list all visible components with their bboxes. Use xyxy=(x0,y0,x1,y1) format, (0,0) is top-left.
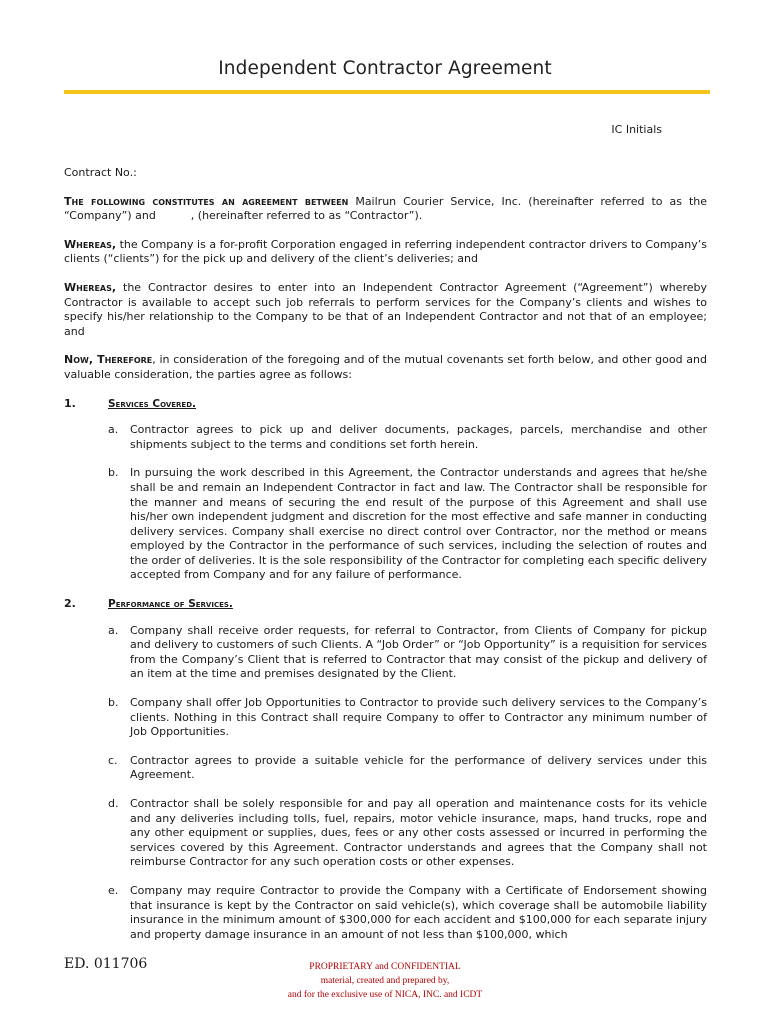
section-2-item-c xyxy=(108,754,707,783)
section-2-item-d xyxy=(108,797,707,870)
item-marker: e. xyxy=(108,883,119,897)
whereas-lead-2: Whereas, xyxy=(64,280,117,294)
confidentiality-line-3: and for the exclusive use of NICA, INC. and ICDT xyxy=(287,990,483,1000)
section-2-item-a xyxy=(108,624,707,682)
title-underline-rule xyxy=(64,90,710,94)
now-therefore-paragraph xyxy=(64,353,707,382)
section-2-item-e xyxy=(108,884,707,942)
item-marker: d. xyxy=(108,797,119,810)
ic-initials-label: IC Initials xyxy=(611,123,662,136)
intro-paragraph xyxy=(64,195,707,224)
item-marker: c. xyxy=(108,753,118,767)
whereas-text-1: the Company is a for-profit Corporation engaged in referring independent contractor drivers to Company’s clients (“clients”) for the pick up and delivery of the client’s deliveries; and xyxy=(64,237,707,266)
whereas-paragraph-2 xyxy=(64,281,707,339)
item-text: Company may require Contractor to provide the Company with a Certificate of Endorsement showing that insurance is kept by the Contractor on said vehicle(s), which coverage shall be automobile liability insurance in the minimum amount of $300,000 for each accident and $100,000 for each separate injury and property damage insurance in an amount of not less than $100,000, which xyxy=(130,883,707,941)
item-marker: a. xyxy=(108,423,119,437)
item-text: In pursuing the work described in this Agreement, the Contractor understands and agrees that he/she shall be and remain an Independent Contractor in fact and law. The Contractor shall be responsible for the manner and means of securing the end result of the purpose of this Agreement and shall use his/her own independent judgment and discretion for the most effective and safe manner in conducting delivery services. Company shall exercise no direct control over Contractor, nor the method or means employed by the Contractor in the performance of such services, including the selection of routes and the order of deliveries. It is the sole responsibility of the Contractor for completing each specific delivery accepted from Company and for any failure of performance. xyxy=(130,466,707,582)
now-therefore-text: , in consideration of the foregoing and of the mutual covenants set forth below, and other good and valuable consideration, the parties agree as follows: xyxy=(64,353,707,381)
whereas-text-2: the Contractor desires to enter into an Independent Contractor Agreement (“Agreement”) whereby Contractor is available to accept such job referrals to perform services for the Company’s clients and wishes to specify his/her relationship to the Company to be that of an Independent Contractor and not that of an employee; and xyxy=(64,280,707,338)
item-text: Company shall offer Job Opportunities to Contractor to provide such delivery services to the Company’s clients. Nothing in this Contract shall require Company to offer to Contractor any minimum number of Job Opportunities. xyxy=(130,696,707,739)
confidentiality-notice xyxy=(0,960,770,1002)
item-text: Contractor shall be solely responsible for and pay all operation and maintenance costs for its vehicle and any deliveries including tolls, fuel, repairs, motor vehicle insurance, maps, hand trucks, rope and any other equipment or supplies, dues, fees or any other costs assessed or incurred in performing the services covered by this Agreement. Contractor understands and agrees that the Company shall not reimburse Contractor for any such operation costs or other expenses. xyxy=(130,797,707,869)
section-2-item-b xyxy=(108,696,707,740)
intro-lead: The following constitutes an agreement between xyxy=(64,194,349,208)
section-heading-2 xyxy=(64,597,707,612)
section-heading-1 xyxy=(64,397,707,412)
intro-text: Mailrun Courier Service, Inc. (hereinafter referred to as the “Company”) and , (hereinafter referred to as “Contractor”). xyxy=(64,194,707,223)
confidentiality-line-2: material, created and prepared by, xyxy=(320,976,450,986)
confidentiality-line-1: PROPRIETARY and CONFIDENTIAL xyxy=(309,962,461,972)
document-body xyxy=(64,166,707,956)
item-marker: b. xyxy=(108,466,119,480)
contract-number-label: Contract No.: xyxy=(64,166,137,179)
section-number: 1. xyxy=(64,396,76,410)
item-text: Contractor agrees to provide a suitable vehicle for the performance of delivery services under this Agreement. xyxy=(130,753,707,782)
item-text: Company shall receive order requests, for referral to Contractor, from Clients of Company for pickup and delivery to customers of such Clients. A “Job Order” or “Job Opportunity” is a requisition for services from the Company’s Client that is referred to Contractor that may consist of the pickup and delivery of an item at the time and premises designated by the Client. xyxy=(130,623,707,681)
document-title: Independent Contractor Agreement xyxy=(218,58,552,79)
item-marker: b. xyxy=(108,696,119,710)
whereas-lead-1: Whereas, xyxy=(64,237,117,251)
section-number: 2. xyxy=(64,597,76,611)
section-title: Services Covered. xyxy=(108,397,197,410)
section-1-item-b xyxy=(108,466,707,583)
section-title: Performance of Services. xyxy=(108,598,233,611)
item-text: Contractor agrees to pick up and deliver documents, packages, parcels, merchandise and other shipments subject to the terms and conditions set forth herein. xyxy=(130,423,707,451)
whereas-paragraph-1 xyxy=(64,238,707,267)
item-marker: a. xyxy=(108,623,119,637)
section-1-item-a xyxy=(108,423,707,452)
now-therefore-lead: Now, Therefore xyxy=(64,353,153,367)
edition-number: ED. 011706 xyxy=(64,956,148,972)
